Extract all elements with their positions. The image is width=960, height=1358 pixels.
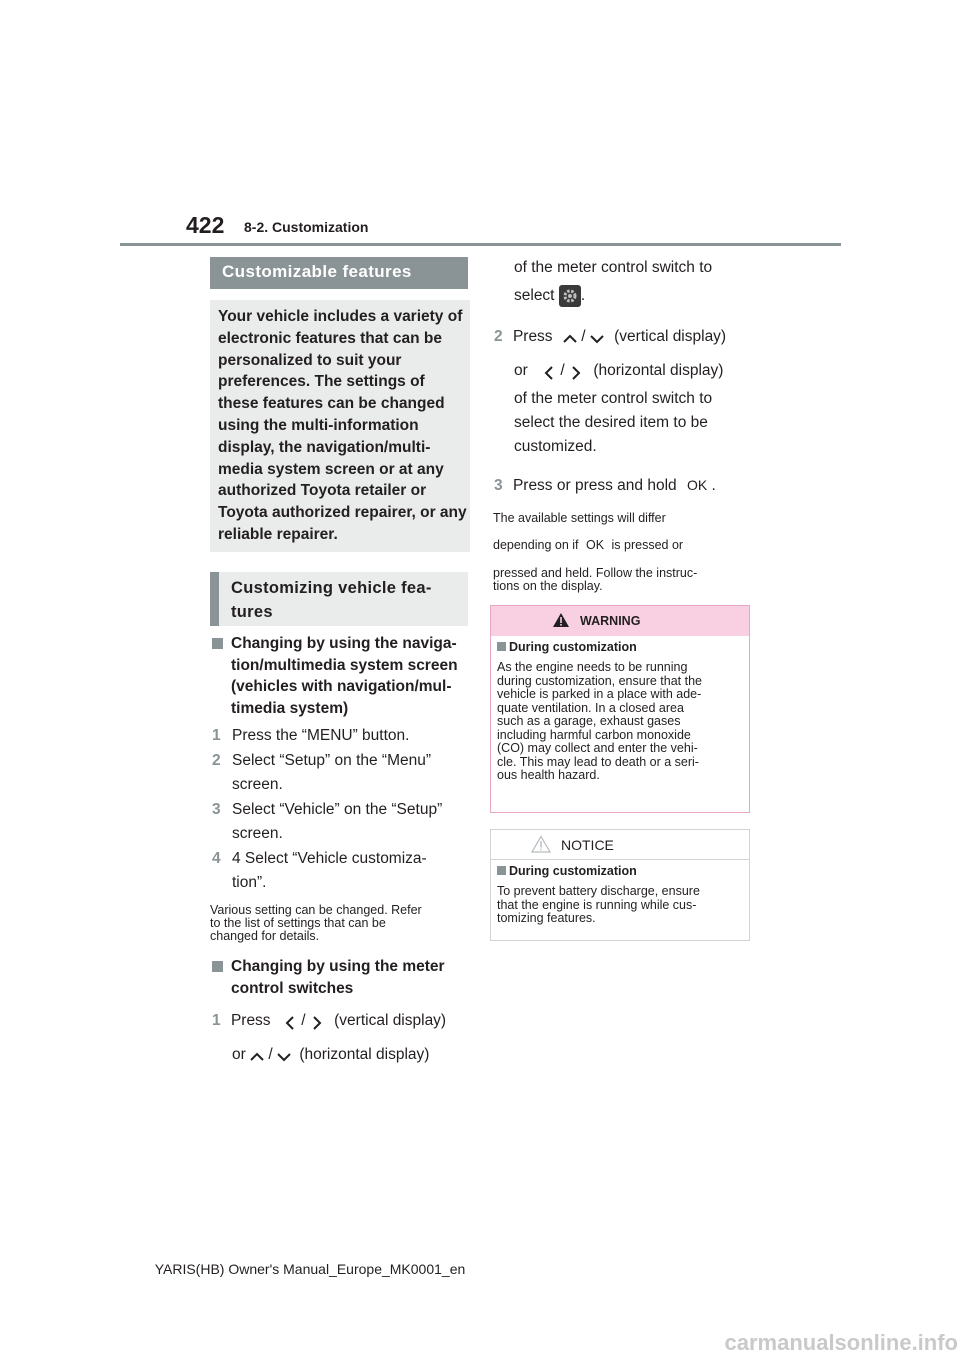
bullet-square	[497, 642, 506, 651]
warning-heading	[497, 640, 637, 654]
horizontal-display-text: (horizontal display)	[299, 1046, 430, 1063]
step-text: Press or press and hold	[512, 477, 677, 494]
vertical-display-text: (vertical display)	[334, 1012, 447, 1029]
subheading-line: timedia system)	[231, 699, 349, 717]
bullet-square	[212, 638, 223, 649]
slash-text: /	[560, 362, 565, 379]
select-text: select	[514, 287, 555, 304]
step-3	[494, 473, 716, 498]
step-2-alt	[514, 359, 723, 383]
chevron-down-icon	[590, 330, 604, 344]
slash-text: /	[268, 1046, 273, 1063]
period-text: .	[580, 287, 586, 304]
step	[212, 749, 472, 798]
step-text: Select “Vehicle” on the “Setup”	[232, 801, 443, 818]
note-text: depending on if	[493, 538, 579, 552]
subheading-line: control switches	[231, 979, 354, 997]
customizable-features-heading	[210, 257, 468, 289]
subheading-line: (vehicles with navigation/mul-	[231, 678, 452, 695]
note-settings	[210, 904, 472, 943]
heading-stripe	[210, 572, 219, 626]
chevron-up-icon	[563, 330, 577, 344]
step	[212, 724, 472, 749]
page-number: 422	[186, 212, 225, 238]
step-number: 1	[212, 727, 221, 744]
period-text: .	[711, 477, 716, 494]
heading-text: During customization	[509, 640, 637, 654]
bullet-square	[497, 866, 506, 875]
step-number: 3	[494, 477, 503, 494]
notice-triangle-icon	[531, 835, 551, 853]
warning-line: As the engine needs to be running	[497, 660, 688, 674]
customizing-vehicle-features-heading	[210, 572, 468, 626]
step-text: select the desired item to be	[514, 414, 708, 431]
step-number: 2	[212, 752, 221, 769]
horizontal-display-text: (horizontal display)	[593, 362, 724, 379]
intro-box	[210, 300, 470, 552]
step-text: Select “Setup” on the “Menu”	[232, 752, 432, 769]
note-line	[493, 539, 755, 567]
subheading-line: tion/multimedia system screen	[231, 656, 458, 674]
notice-text	[497, 885, 745, 926]
slash-text: /	[581, 328, 586, 345]
or-text: or	[514, 362, 528, 379]
vertical-display-text: (vertical display)	[614, 328, 727, 345]
warning-line: such as a garage, exhaust gases	[497, 714, 681, 728]
footer	[0, 1261, 960, 1277]
notice-header	[491, 830, 749, 860]
bullet-square	[212, 961, 223, 972]
warning-line: during customization, ensure that the	[497, 673, 702, 688]
continuation-text: of the meter control switch to	[514, 259, 713, 276]
select-line	[514, 284, 585, 308]
heading-line-1: Customizing vehicle fea-	[231, 579, 432, 597]
step-text: customized.	[514, 438, 597, 455]
note-line: tions on the display.	[493, 579, 603, 593]
warning-line: vehicle is parked in a place with ade-	[497, 687, 702, 701]
warning-text	[497, 661, 745, 783]
chevron-right-icon	[310, 1014, 324, 1028]
or-text: or	[232, 1046, 246, 1063]
warning-line: quate ventilation. In a closed area	[497, 700, 684, 715]
chevron-left-icon	[542, 364, 556, 378]
note-text: is pressed or	[611, 538, 684, 552]
step-text: screen.	[232, 825, 283, 842]
notice-line: that the engine is running while cus-	[497, 897, 697, 912]
warning-label: WARNING	[580, 614, 641, 628]
slash-text: /	[301, 1012, 306, 1029]
step-list-navigation	[212, 724, 472, 896]
warning-box	[490, 605, 750, 813]
step-2-rest	[514, 387, 712, 459]
notice-line: To prevent battery discharge, ensure	[497, 884, 700, 898]
notice-box	[490, 829, 750, 941]
subheading-meter	[212, 956, 472, 1002]
header-rule	[120, 243, 841, 246]
warning-triangle-icon	[552, 612, 570, 628]
note-line: changed for details.	[210, 929, 320, 943]
chevron-down-icon	[277, 1048, 291, 1062]
note-line: Various setting can be changed. Refer	[210, 903, 422, 917]
footer-text: YARIS(HB) Owner's Manual_Europe_MK0001_en	[154, 1261, 466, 1277]
step-number: 1	[212, 1012, 221, 1029]
warning-line: ous health hazard.	[497, 768, 600, 782]
chevron-right-icon	[569, 364, 583, 378]
watermark: carmanualsonline.info	[724, 1330, 958, 1355]
chevron-left-icon	[283, 1014, 297, 1028]
warning-line: (CO) may collect and enter the vehi-	[497, 741, 698, 755]
step-meter-1-alt	[232, 1043, 429, 1067]
step-number: 4	[212, 850, 221, 867]
heading-text: During customization	[509, 864, 637, 878]
note-ok	[493, 512, 755, 593]
subheading-line: Changing by using the meter	[231, 958, 445, 975]
step	[212, 798, 472, 847]
step-text: tion”.	[232, 874, 267, 891]
step-text: 4 Select “Vehicle customiza-	[232, 850, 427, 867]
step	[212, 847, 472, 896]
step-meter-1	[212, 1009, 474, 1033]
notice-line: tomizing features.	[497, 911, 596, 925]
gear-icon	[559, 285, 581, 307]
ok-icon: OK	[585, 538, 605, 552]
step-number: 3	[212, 801, 221, 818]
note-line: The available settings will differ	[493, 511, 666, 525]
chevron-up-icon	[250, 1048, 264, 1062]
warning-line: cle. This may lead to death or a seri-	[497, 754, 699, 769]
section-title: 8-2. Customization	[244, 219, 369, 235]
note-line: pressed and held. Follow the instruc-	[493, 566, 698, 580]
step-number: 2	[494, 328, 503, 345]
warning-line: including harmful carbon monoxide	[497, 727, 691, 742]
step-text: screen.	[232, 776, 283, 793]
subheading-line: Changing by using the naviga-	[231, 635, 457, 652]
press-text: Press	[230, 1012, 271, 1029]
step-2	[494, 325, 726, 349]
note-line: to the list of settings that can be	[210, 916, 386, 930]
step-text: Press the “MENU” button.	[232, 727, 410, 744]
notice-label: NOTICE	[561, 837, 614, 853]
heading-line-2: tures	[231, 603, 273, 621]
ok-icon: OK	[686, 477, 708, 493]
step-text: of the meter control switch to	[514, 390, 713, 407]
heading-text: Customizable features	[222, 262, 412, 281]
press-text: Press	[512, 328, 553, 345]
notice-heading	[497, 864, 637, 878]
subheading-navigation	[212, 633, 472, 723]
intro-text: Your vehicle includes a variety of electronic features that can be personalized to suit your preferences. The settings of these features can be changed using the multi-information display, the navigation/multi-media system screen or at any authorized Toyota retailer or Toyota authorized repairer, or any reliable repairer.	[218, 308, 467, 543]
warning-header	[491, 606, 749, 636]
